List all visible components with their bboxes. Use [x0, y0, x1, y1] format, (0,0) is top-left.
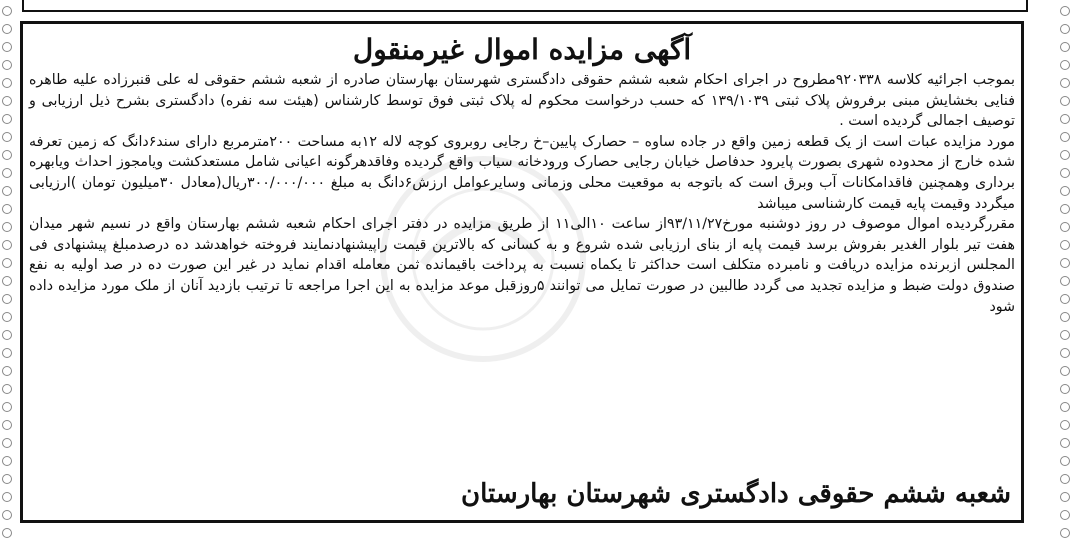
- border-dot: [1060, 222, 1070, 232]
- border-dot: [1060, 312, 1070, 322]
- border-dot: [2, 150, 12, 160]
- border-dot: [2, 78, 12, 88]
- border-dot: [2, 258, 12, 268]
- border-dot: [2, 366, 12, 376]
- border-dot: [1060, 330, 1070, 340]
- border-dot: [2, 528, 12, 538]
- border-dot: [1060, 456, 1070, 466]
- border-dot: [1060, 420, 1070, 430]
- border-dot: [2, 492, 12, 502]
- border-dot: [1060, 276, 1070, 286]
- border-dot: [1060, 60, 1070, 70]
- border-dot: [1060, 204, 1070, 214]
- border-dot: [1060, 402, 1070, 412]
- border-dot: [1060, 132, 1070, 142]
- border-dot: [2, 186, 12, 196]
- left-dot-strip: [0, 0, 14, 534]
- border-dot: [2, 6, 12, 16]
- paragraph-auction-terms: مقررگردیده اموال موصوف در روز دوشنبه مورخ۹۳/۱۱/۲۷از ساعت ۱۰الی۱۱ از طریق مزایده در دفتر اجرای احکام شعبه ششم بهارستان واقع در نسیم شهر میدان هفت تیر بلوار الغدیر بفروش برسد قیمت پایه از بنای ارزیابی شده شروع و به کسانی که بالاترین قیمت راپیشنهادنمایند فروخته خواهدشد ده درصدمبلغ پیشنهادی فی المجلس ازبرنده مزایده دریافت و نامبرده متکلف است حداکثر تا یکماه نسبت به پرداخت باقیمانده ثمن معامله اقدام نماید در غیر این صورت ده در صد اولیه به نفع صندوق دولت ضبط و مزایده تجدید می گردد طالبین در صورت تمایل می توانند ۵روزقبل موعد مزایده به این اجرا مراجعه تا ترتیب بازدید آنان از ملک مورد مزایده داده شود: [29, 216, 1015, 315]
- border-dot: [1060, 168, 1070, 178]
- border-dot: [1060, 366, 1070, 376]
- border-dot: [2, 240, 12, 250]
- border-dot: [2, 168, 12, 178]
- notice-signature: شعبه ششم حقوقی دادگستری شهرستان بهارستان: [460, 479, 1011, 509]
- border-dot: [2, 312, 12, 322]
- border-dot: [1060, 510, 1070, 520]
- border-dot: [1060, 24, 1070, 34]
- border-dot: [2, 222, 12, 232]
- border-dot: [2, 42, 12, 52]
- border-dot: [2, 114, 12, 124]
- border-dot: [1060, 150, 1070, 160]
- border-dot: [2, 24, 12, 34]
- border-dot: [2, 384, 12, 394]
- paragraph-property-description: مورد مزایده عبات است از یک قطعه زمین واقع در جاده ساوه – حصارک پایین–خ رجایی روبروی کوچه لاله ۱۲به مساحت ۲۰۰مترمربع دارای سند۶دانگ که زمین تعرفه شده خارج از محدوده شهری بصورت پایرود حدفاصل خیابان رجایی حصارک ورودخانه سیاب واقع گردیده وفاقدهرگونه اعیانی شامل مستعدکشت ویامجوز احداث ویابهره برداری وهمچنین فاقدامکانات آب وبرق است که باتوجه به موقعیت محلی وزمانی وسایرعوامل ارزش۶دانگ به مبلغ ۳۰۰/۰۰۰/۰۰۰ریال(معادل ۳۰میلیون تومان )ارزیابی میگردد وقیمت پایه قیمت کارشناسی میباشد: [29, 133, 1015, 212]
- border-dot: [1060, 240, 1070, 250]
- border-dot: [1060, 78, 1070, 88]
- border-dot: [2, 204, 12, 214]
- border-dot: [1060, 42, 1070, 52]
- border-dot: [2, 438, 12, 448]
- border-dot: [2, 330, 12, 340]
- border-dot: [2, 60, 12, 70]
- border-dot: [2, 420, 12, 430]
- border-dot: [1060, 348, 1070, 358]
- notice-body: [29, 30, 1015, 514]
- border-dot: [1060, 474, 1070, 484]
- right-dot-strip: [1058, 0, 1072, 534]
- border-dot: [1060, 384, 1070, 394]
- border-dot: [2, 132, 12, 142]
- border-dot: [2, 348, 12, 358]
- border-dot: [2, 402, 12, 412]
- border-dot: [1060, 492, 1070, 502]
- border-dot: [1060, 186, 1070, 196]
- border-dot: [1060, 294, 1070, 304]
- border-dot: [2, 510, 12, 520]
- border-dot: [1060, 528, 1070, 538]
- border-dot: [1060, 96, 1070, 106]
- previous-notice-border: [22, 0, 1028, 12]
- notice-title: آگهی مزایده اموال غیرمنقول: [352, 33, 692, 66]
- border-dot: [1060, 114, 1070, 124]
- border-dot: [1060, 438, 1070, 448]
- border-dot: [2, 96, 12, 106]
- border-dot: [2, 276, 12, 286]
- notice-frame: [20, 21, 1024, 523]
- border-dot: [1060, 6, 1070, 16]
- border-dot: [2, 294, 12, 304]
- border-dot: [2, 474, 12, 484]
- paragraph-order: بموجب اجرائیه کلاسه ۹۲۰۳۳۸مطروح در اجرای احکام شعبه ششم حقوقی دادگستری شهرستان بهارستان صادره از شعبه ششم حقوقی له علی قنبرزاده علیه طاهره فنایی بخشایش مبنی برفروش پلاک ثبتی ۱۳۹/۱۰۳۹ که حسب درخواست محکوم له پلاک ثبتی فوق توسط کارشناس (هیئت سه نفره) دادگستری بشرح ذیل ارزیابی و توصیف اجمالی گردیده است .: [29, 72, 1015, 130]
- border-dot: [1060, 258, 1070, 268]
- border-dot: [2, 456, 12, 466]
